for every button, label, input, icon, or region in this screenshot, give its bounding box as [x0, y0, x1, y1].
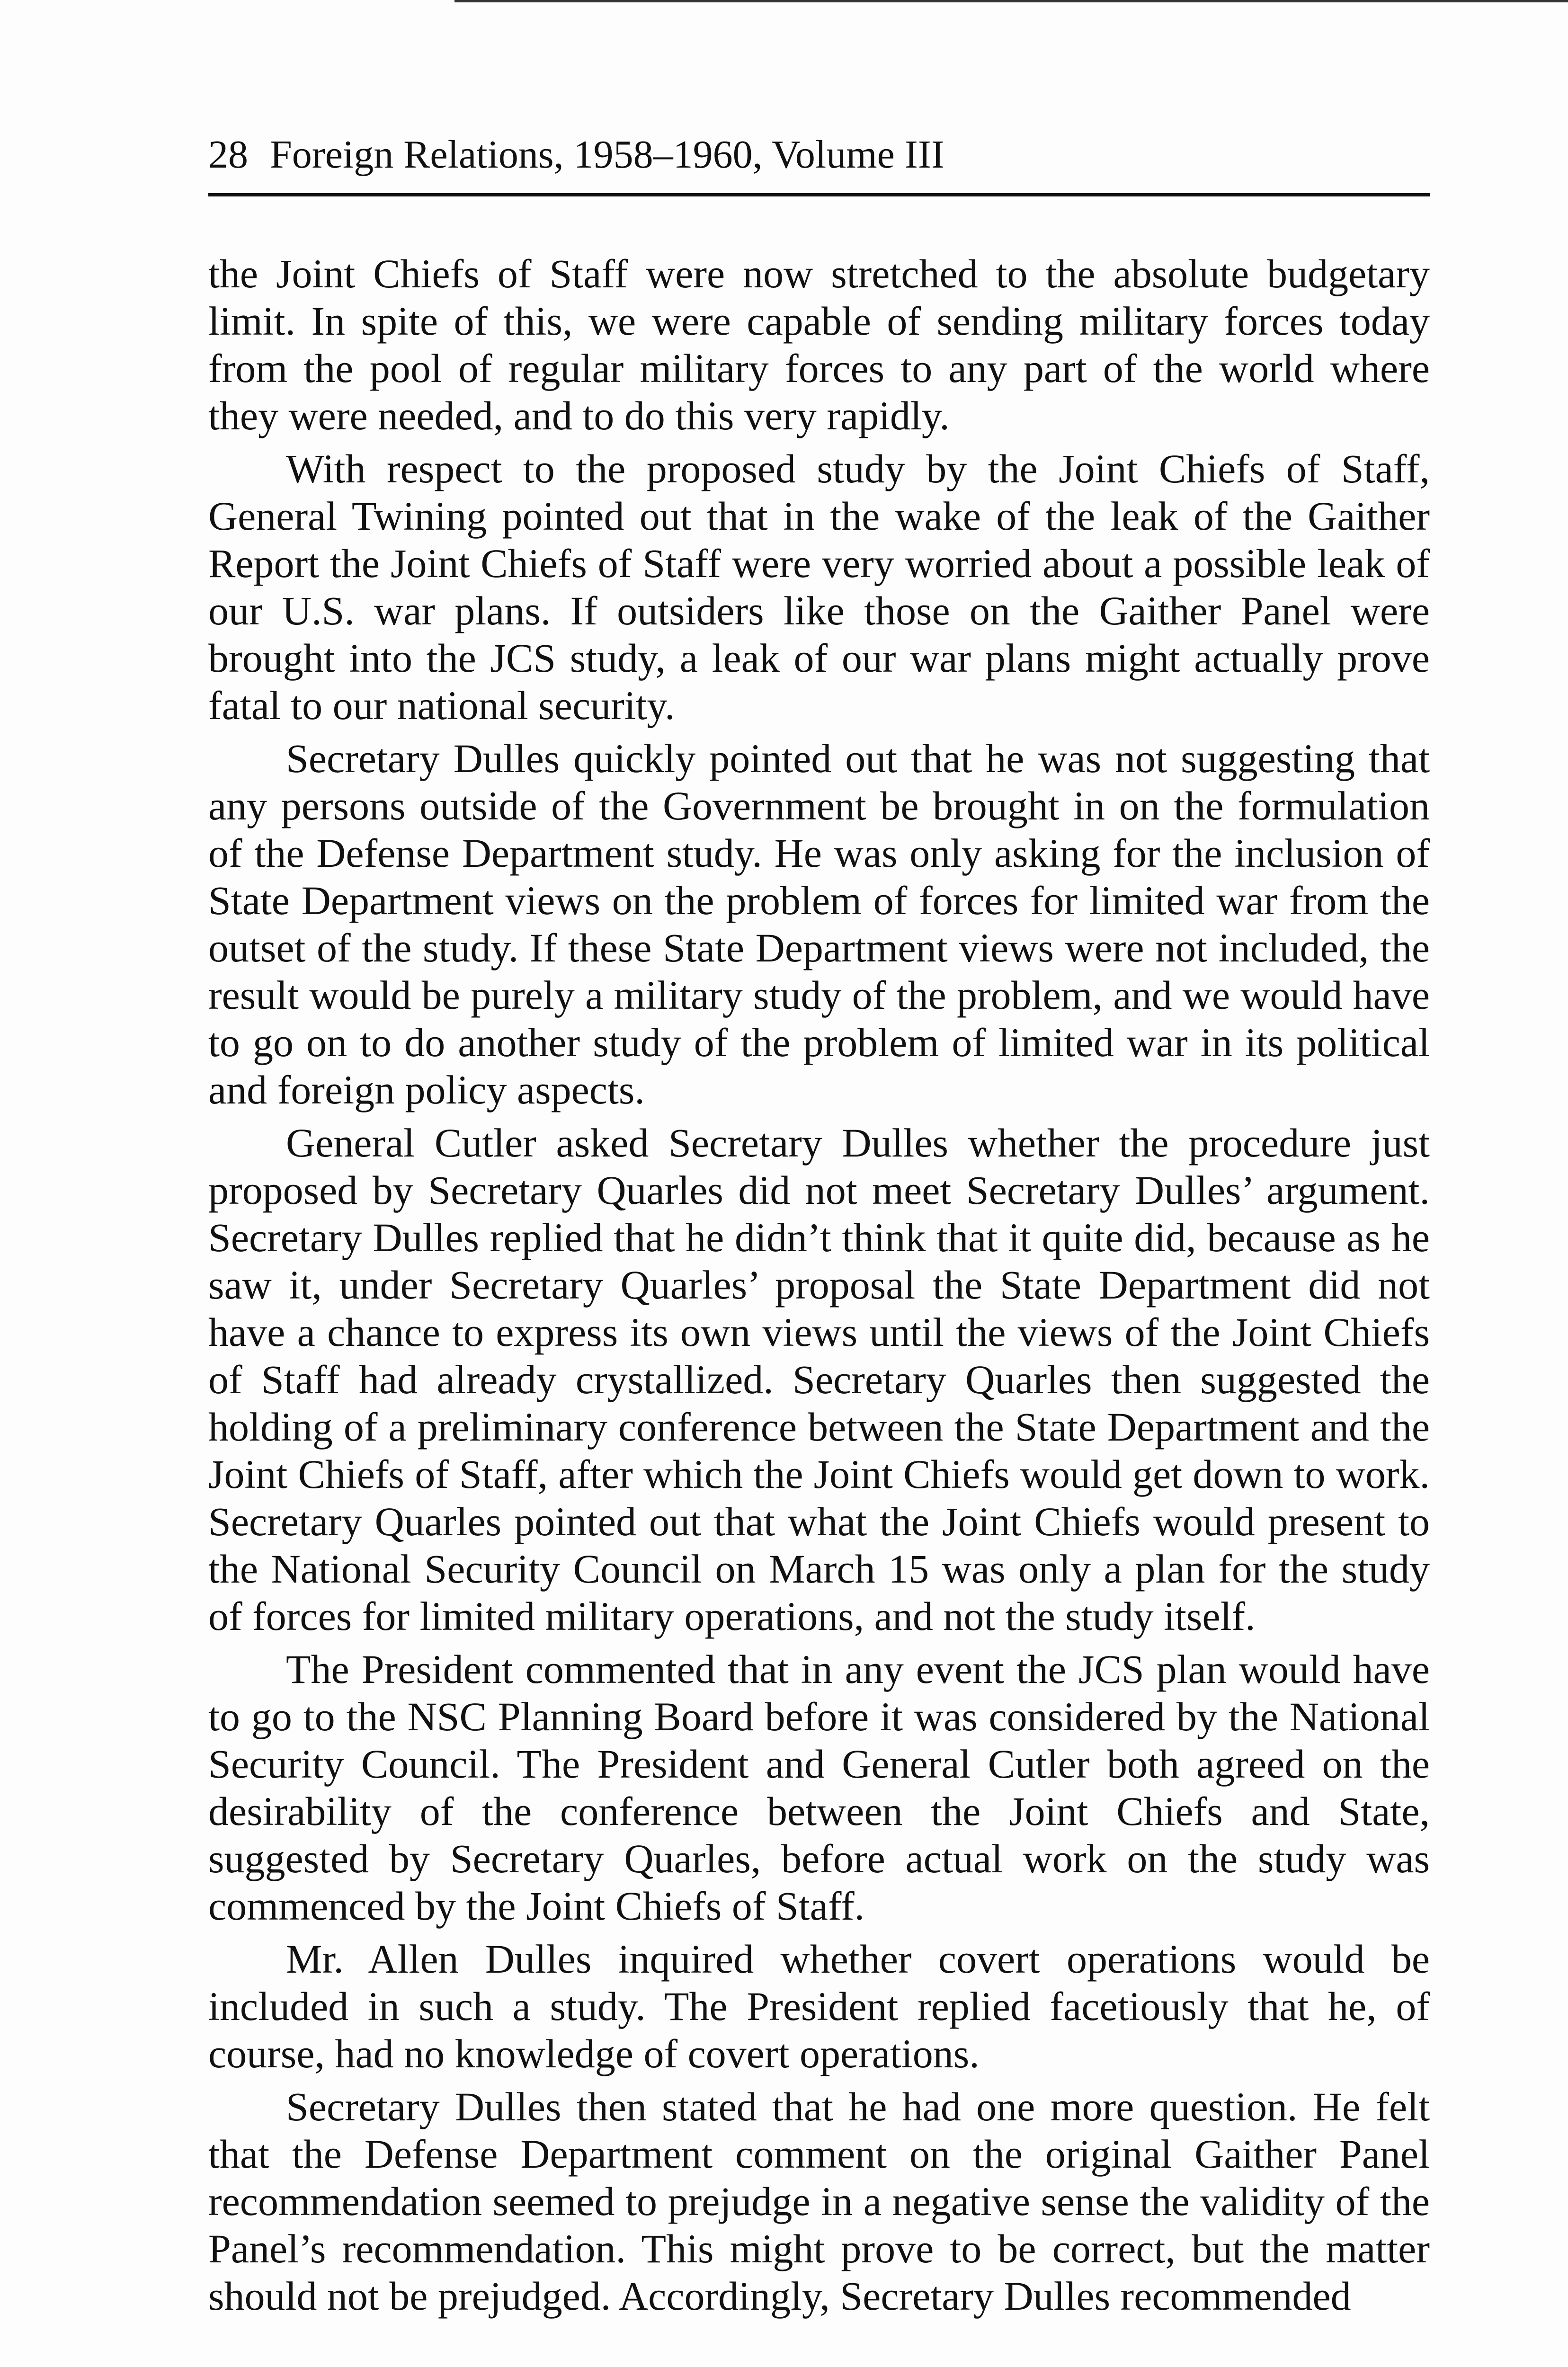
paragraph-7: Secretary Dulles then stated that he had one more question. He felt that the Defense Department comment on the original Gaither Panel recommendation seemed to prejudge in a negative sense the validity of the Panel’s recommendation. This might prove to be correct, but the matter should not be prejudged. Accordingly, Secretary Dulles recommended: [208, 2084, 1430, 2319]
header-rule: [208, 193, 1430, 196]
publication-title: Foreign Relations, 1958–1960, Volume III: [270, 133, 944, 177]
paragraph-5: The President commented that in any event the JCS plan would have to go to the NSC Planning Board before it was considered by the National Security Council. The President and General Cutler both agreed on the desirability of the conference between the Joint Chiefs and State, suggested by Secretary Quarles, before actual work on the study was commenced by the Joint Chiefs of Staff.: [208, 1646, 1430, 1929]
paragraph-1: the Joint Chiefs of Staff were now stretched to the absolute budgetary limit. In spite of this, we were capable of sending military forces today from the pool of regular military forces to any part of the world where they were needed, and to do this very rapidly.: [208, 251, 1430, 438]
body-text: [208, 250, 1430, 2325]
page-number: 28: [208, 133, 248, 177]
running-header: [208, 129, 1430, 200]
scan-top-edge-line: [454, 0, 1568, 2]
paragraph-4: General Cutler asked Secretary Dulles whether the procedure just proposed by Secretary Quarles did not meet Secretary Dulles’ argument. Secretary Dulles replied that he didn’t think that it quite did, because as he saw it, under Secretary Quarles’ proposal the State Department did not have a chance to express its own views until the views of the Joint Chiefs of Staff had already crystallized. Secretary Quarles then suggested the holding of a preliminary conference between the State Department and the Joint Chiefs of Staff, after which the Joint Chiefs would get down to work. Secretary Quarles pointed out that what the Joint Chiefs would present to the National Security Council on March 15 was only a plan for the study of forces for limited military operations, and not the study itself.: [208, 1120, 1430, 1639]
paragraph-2: With respect to the proposed study by the Joint Chiefs of Staff, General Twining pointed out that in the wake of the leak of the Gaither Report the Joint Chiefs of Staff were very worried about a possible leak of our U.S. war plans. If outsiders like those on the Gaither Panel were brought into the JCS study, a leak of our war plans might actually prove fatal to our national security.: [208, 446, 1430, 728]
paragraph-3: Secretary Dulles quickly pointed out that he was not suggesting that any persons outside of the Government be brought in on the formulation of the Defense Department study. He was only asking for the inclusion of State Department views on the problem of forces for limited war from the outset of the study. If these State Department views were not included, the result would be purely a military study of the problem, and we would have to go on to do another study of the problem of limited war in its political and foreign policy aspects.: [208, 736, 1430, 1112]
paragraph-6: Mr. Allen Dulles inquired whether covert operations would be included in such a study. The President replied facetiously that he, of course, had no knowledge of covert operations.: [208, 1936, 1430, 2076]
